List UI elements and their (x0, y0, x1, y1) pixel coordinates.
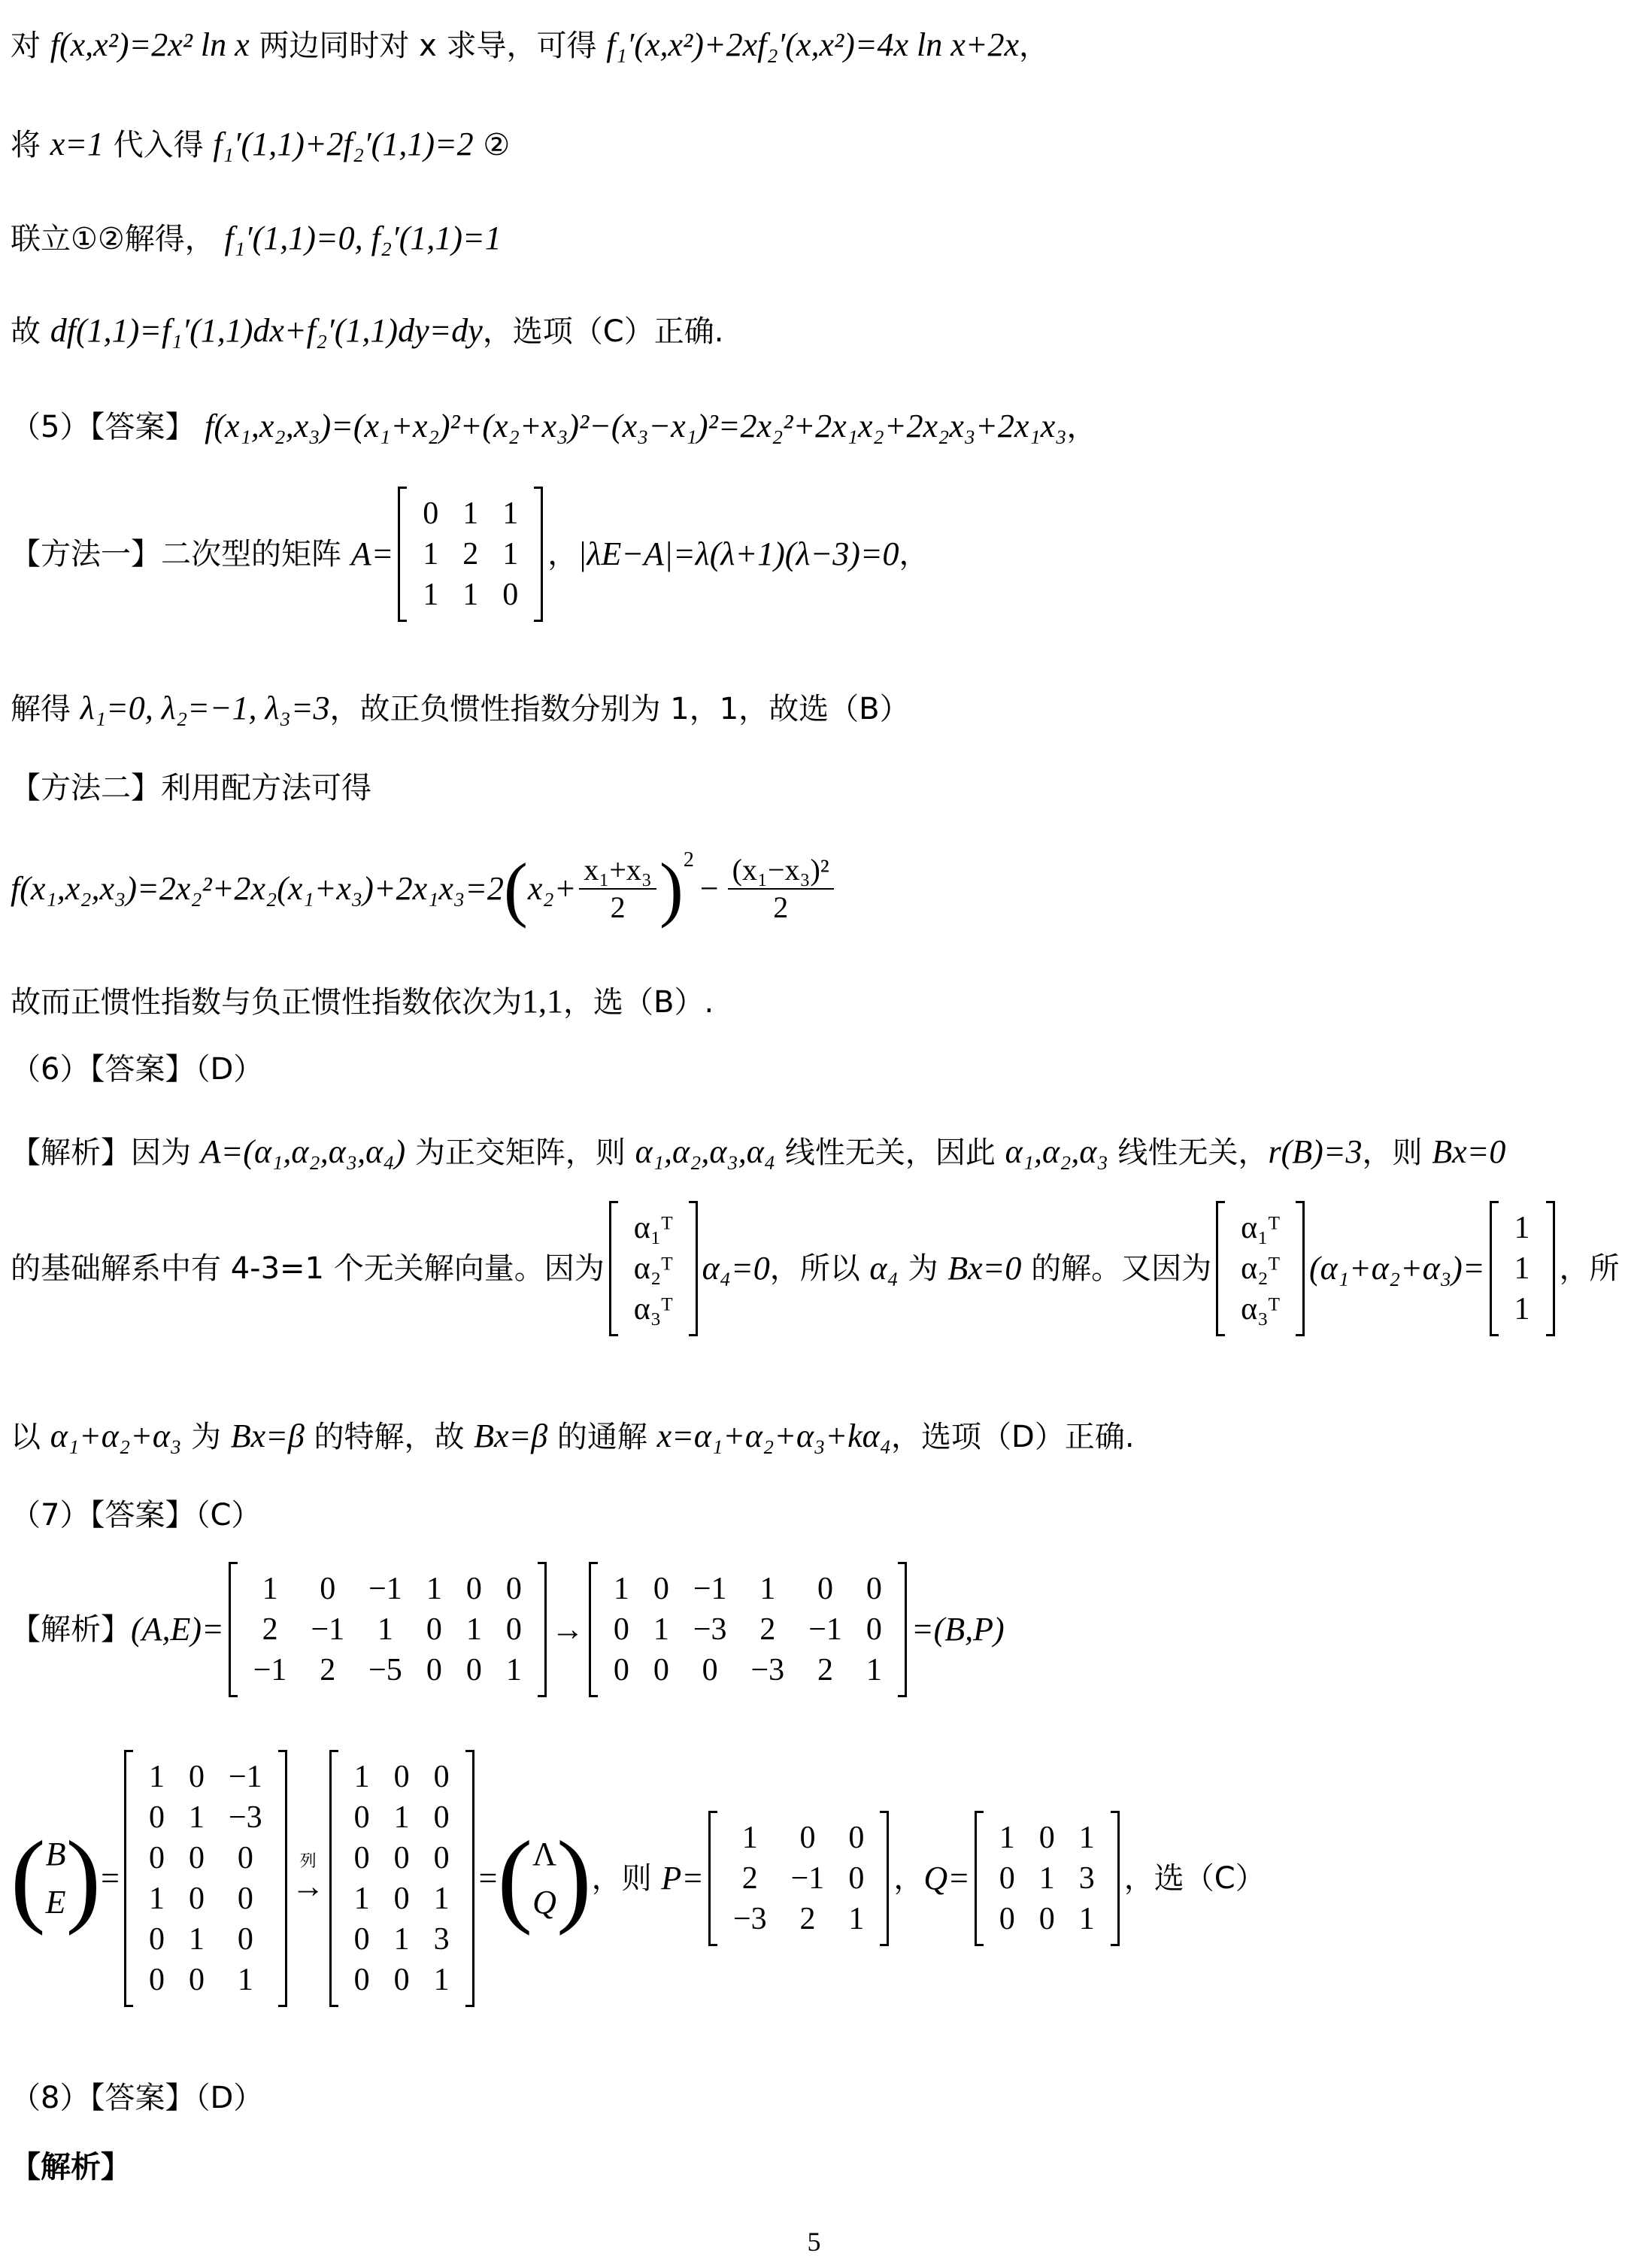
line-4 (11, 314, 723, 347)
exponent: 2 (683, 848, 694, 872)
text: ，则 (591, 1861, 662, 1896)
line-19 (11, 2150, 131, 2185)
matrix-cell: −1 (790, 1861, 825, 1896)
matrix-cell: 0 (465, 1653, 482, 1687)
formula: = (478, 1860, 498, 1897)
matrix-cell: α₂ᵀ (1241, 1251, 1280, 1286)
matrix-cell: 0 (188, 1881, 205, 1916)
matrix-cell: 0 (848, 1861, 865, 1896)
matrix-cell: 1 (462, 578, 479, 612)
line-8 (11, 773, 371, 803)
text: ，所以 (769, 1251, 870, 1286)
matrix-cell: 0 (866, 1612, 882, 1647)
matrix-cell: −3 (228, 1800, 262, 1835)
formula: r(B)=3 (1268, 1133, 1363, 1170)
matrix-cell: 2 (741, 1861, 758, 1896)
line-2 (11, 128, 510, 161)
line-14 (11, 1420, 1135, 1453)
text: 的通解 (547, 1420, 657, 1454)
matrix-q (975, 1813, 1120, 1944)
text: 联立①②解得， (11, 222, 225, 256)
matrix-cell: 0 (848, 1821, 865, 1855)
fraction-1 (579, 855, 656, 923)
line-11 (11, 1052, 264, 1087)
arrow: → (291, 1868, 325, 1905)
text: ， (893, 1861, 924, 1896)
formula: λ₁=0, λ₂=−1, λ₃=3 (80, 690, 330, 726)
matrix-cell: 1 (1514, 1211, 1530, 1245)
text: 【方法一】二次型的矩阵 (11, 537, 351, 572)
alpha-transpose-matrix (1216, 1203, 1305, 1334)
line-13 (11, 1203, 1620, 1334)
matrix-cell: 1 (423, 537, 439, 572)
matrix-cell: 3 (1078, 1861, 1095, 1896)
matrix-cell: 2 (759, 1612, 776, 1647)
matrix-cell: 0 (613, 1612, 629, 1647)
formula: x₂+ (527, 870, 577, 907)
formula: (A,E)= (131, 1611, 224, 1648)
matrix-cell: 0 (505, 1612, 522, 1647)
text: （6）【答案】（D） (11, 1052, 264, 1087)
text: ，选（B）. (563, 985, 714, 1020)
matrix-cell: α₃ᵀ (1241, 1292, 1280, 1327)
formula: α₁+α₂+α₃ (50, 1418, 182, 1454)
numerator: x₁+x₃ (579, 855, 656, 890)
text: 的解。又因为 (1021, 1251, 1212, 1286)
paren-right: ) (65, 1820, 102, 1936)
text: （8）【答案】（D） (11, 2081, 264, 2115)
column-arrow (292, 1854, 325, 1903)
text: ，选（C） (1123, 1861, 1266, 1896)
matrix-p (708, 1813, 889, 1944)
matrix-cell: −1 (808, 1612, 842, 1647)
matrix-cell: 0 (433, 1800, 450, 1835)
ones-vector (1490, 1203, 1555, 1334)
matrix-cell: 0 (148, 1800, 165, 1835)
text: ， (1019, 29, 1050, 63)
matrix-cell: 2 (462, 537, 479, 572)
line-7 (11, 692, 910, 725)
text: ， (547, 537, 578, 572)
text: 【方法二】利用配方法可得 (11, 771, 371, 805)
matrix-cell: 0 (426, 1612, 442, 1647)
text: 故 (11, 314, 50, 349)
formula: Bx=0 (1432, 1133, 1506, 1170)
matrix-cell: 2 (799, 1902, 816, 1936)
text: ，所 (1559, 1251, 1620, 1286)
matrix-cell: −3 (732, 1902, 767, 1936)
line-15 (11, 1498, 262, 1533)
formula: Bx=0 (947, 1250, 1022, 1287)
line-17 (11, 1752, 1266, 2005)
text: 两边同时对 x 求导，可得 (249, 29, 607, 63)
matrix-cell: 0 (999, 1861, 1015, 1896)
text: 对 (11, 29, 50, 63)
matrix-cell: 1 (262, 1572, 278, 1606)
text: 解得 (11, 692, 80, 726)
text: 的特解，故 (304, 1420, 474, 1454)
matrix-cell: 2 (262, 1612, 278, 1647)
matrix-cell: 1 (1514, 1251, 1530, 1286)
matrix-cell: 1 (353, 1760, 370, 1794)
column-reduced-matrix (329, 1752, 474, 2005)
matrix-cell: −1 (228, 1760, 262, 1794)
line-10 (11, 985, 714, 1018)
matrix-cell: −3 (750, 1653, 785, 1687)
formula: E (45, 1884, 66, 1921)
matrix-cell: 3 (433, 1922, 450, 1957)
formula: α₄ (869, 1250, 899, 1287)
formula: Bx=β (230, 1418, 305, 1454)
paren-left: ( (497, 1820, 533, 1936)
matrix-cell: 0 (353, 1963, 370, 1997)
matrix-cell: 0 (237, 1881, 253, 1916)
formula: (α₁+α₂+α₃)= (1308, 1250, 1485, 1287)
matrix-cell: α₁ᵀ (633, 1211, 673, 1245)
matrix-cell: −3 (693, 1612, 727, 1647)
formula: f(x,x²)=2x² ln x (50, 26, 250, 63)
matrix-cell: 0 (393, 1881, 410, 1916)
matrix-cell: 1 (653, 1612, 669, 1647)
paren-right: ) (659, 848, 684, 929)
matrix-cell: 0 (1038, 1902, 1055, 1936)
matrix-cell: 1 (393, 1922, 410, 1957)
matrix-cell: 1 (465, 1612, 482, 1647)
line-6 (11, 489, 929, 620)
matrix-cell: 0 (393, 1760, 410, 1794)
stacked-matrix (124, 1752, 287, 2005)
stack-be (46, 1838, 66, 1919)
text: （7）【答案】（C） (11, 1498, 262, 1533)
matrix-cell: 0 (393, 1841, 410, 1875)
formula: x=1 (50, 126, 104, 162)
formula: x=α₁+α₂+α₃+kα₄ (656, 1418, 892, 1454)
formula: α₁,α₂,α₃,α₄ (635, 1133, 776, 1170)
arrow: → (550, 1611, 584, 1648)
matrix-cell: 1 (999, 1821, 1015, 1855)
formula: f(x₁,x₂,x₃)=2x₂²+2x₂(x₁+x₃)+2x₁x₃=2 (11, 870, 504, 907)
matrix-cell: 2 (817, 1653, 834, 1687)
matrix-cell: 1 (848, 1902, 865, 1936)
text: ② (473, 128, 511, 162)
matrix-cell: 1 (423, 578, 439, 612)
matrix-cell: 1 (426, 1572, 442, 1606)
alpha-transpose-matrix (609, 1203, 698, 1334)
text: ，选项（C）正确. (482, 314, 724, 349)
matrix-cell: 1 (502, 496, 519, 531)
matrix-cell: α₁ᵀ (1241, 1211, 1280, 1245)
matrix-cell: α₂ᵀ (633, 1251, 673, 1286)
text: 为 (181, 1420, 231, 1454)
paren-left: ( (11, 1820, 46, 1936)
matrix-cell: 0 (237, 1922, 253, 1957)
text: 为 (898, 1251, 948, 1286)
matrix-cell: 0 (817, 1572, 834, 1606)
matrix-cell: 0 (148, 1922, 165, 1957)
line-12 (11, 1133, 1506, 1170)
reduced-matrix (589, 1564, 907, 1695)
formula: Bx=β (474, 1418, 548, 1454)
text: 代入得 (103, 128, 214, 162)
matrix-cell: 1 (433, 1881, 450, 1916)
matrix-cell: 0 (353, 1800, 370, 1835)
matrix-cell: 0 (148, 1963, 165, 1997)
formula: Λ (532, 1836, 557, 1872)
matrix-cell: −1 (368, 1572, 402, 1606)
matrix-cell: 0 (433, 1760, 450, 1794)
matrix-cell: 1 (741, 1821, 758, 1855)
matrix-cell: 1 (433, 1963, 450, 1997)
matrix-cell: 1 (502, 537, 519, 572)
matrix-cell: 1 (353, 1881, 370, 1916)
matrix-cell: α₃ᵀ (633, 1292, 673, 1327)
formula: α₁,α₂,α₃ (1005, 1133, 1108, 1170)
matrix-cell: 0 (505, 1572, 522, 1606)
text: 列 (299, 1852, 317, 1871)
matrix-cell: 1 (613, 1572, 629, 1606)
matrix-cell: 0 (799, 1821, 816, 1855)
text: 的基础解系中有 4-3=1 个无关解向量。因为 (11, 1251, 605, 1286)
matrix-cell: 0 (866, 1572, 882, 1606)
matrix-cell: 0 (148, 1841, 165, 1875)
matrix-cell: 1 (188, 1800, 205, 1835)
formula: 1,1 (522, 983, 563, 1020)
matrix-cell: 0 (702, 1653, 718, 1687)
matrix-cell: 1 (1514, 1292, 1530, 1327)
text: ， (899, 537, 929, 572)
matrix-cell: 0 (188, 1760, 205, 1794)
matrix-cell: 0 (433, 1841, 450, 1875)
matrix-cell: 0 (613, 1653, 629, 1687)
matrix-cell: 0 (999, 1902, 1015, 1936)
augmented-matrix (229, 1564, 547, 1695)
line-5 (11, 410, 1097, 443)
matrix-cell: 1 (1078, 1902, 1095, 1936)
formula: Q= (923, 1860, 970, 1897)
line-1 (11, 26, 1050, 63)
formula: =(B,P) (911, 1611, 1005, 1648)
matrix-cell: 1 (505, 1653, 522, 1687)
formula: f(x₁,x₂,x₃)=(x₁+x₂)²+(x₂+x₃)²−(x₃−x₁)²=2x₂²+2x₁x₂+2x₂x₃+2x₁x₃ (205, 408, 1067, 444)
matrix-cell: −1 (693, 1572, 727, 1606)
text: 【解析】 (11, 2150, 131, 2185)
matrix-a (398, 489, 543, 620)
formula: A= (350, 535, 394, 572)
denominator: 2 (610, 890, 626, 924)
matrix-cell: 2 (320, 1653, 336, 1687)
formula: f₁′(x,x²)+2xf₂′(x,x²)=4x ln x+2x (606, 26, 1020, 63)
formula: A=(α₁,α₂,α₃,α₄) (200, 1133, 406, 1170)
matrix-cell: 1 (1038, 1861, 1055, 1896)
text: （5）【答案】 (11, 410, 205, 444)
text: 为正交矩阵，则 (405, 1136, 635, 1170)
matrix-cell: 1 (866, 1653, 882, 1687)
formula: f₁′(1,1)+2f₂′(1,1)=2 (213, 126, 474, 162)
formula: α₄=0 (702, 1250, 770, 1287)
matrix-cell: 0 (653, 1572, 669, 1606)
text: ，则 (1362, 1136, 1432, 1170)
matrix-cell: 0 (502, 578, 519, 612)
matrix-cell: 0 (353, 1922, 370, 1957)
matrix-cell: 0 (1038, 1821, 1055, 1855)
matrix-cell: 1 (377, 1612, 393, 1647)
denominator: 2 (773, 890, 789, 924)
matrix-cell: −5 (368, 1653, 402, 1687)
matrix-cell: 0 (653, 1653, 669, 1687)
formula: − (699, 870, 719, 907)
paren-right: ) (556, 1820, 592, 1936)
matrix-cell: 1 (393, 1800, 410, 1835)
text: 【解析】因为 (11, 1136, 201, 1170)
matrix-cell: 1 (188, 1922, 205, 1957)
formula: |λE−A|=λ(λ+1)(λ−3)=0 (578, 535, 899, 572)
text: 【解析】 (11, 1612, 131, 1647)
formula: df(1,1)=f₁′(1,1)dx+f₂′(1,1)dy=dy (50, 312, 483, 349)
fraction-2 (728, 855, 834, 923)
formula: B (45, 1836, 66, 1872)
matrix-cell: 1 (1078, 1821, 1095, 1855)
formula: Q (532, 1884, 556, 1921)
text: ， (1066, 410, 1097, 444)
text: 线性无关，因此 (775, 1136, 1005, 1170)
matrix-cell: 0 (423, 496, 439, 531)
page-number: 5 (807, 2227, 821, 2257)
matrix-cell: −1 (253, 1653, 287, 1687)
matrix-cell: 1 (148, 1881, 165, 1916)
matrix-cell: 1 (759, 1572, 776, 1606)
matrix-cell: 0 (188, 1963, 205, 1997)
matrix-cell: 0 (188, 1841, 205, 1875)
formula: P= (661, 1860, 704, 1897)
matrix-cell: 1 (462, 496, 479, 531)
text: 将 (11, 128, 50, 162)
line-9 (11, 848, 837, 929)
matrix-cell: 0 (393, 1963, 410, 1997)
text: 以 (11, 1420, 50, 1454)
matrix-cell: 1 (237, 1963, 253, 1997)
matrix-cell: 0 (237, 1841, 253, 1875)
formula: = (101, 1860, 120, 1897)
text: 故而正惯性指数与负正惯性指数依次为 (11, 985, 522, 1020)
matrix-cell: 0 (320, 1572, 336, 1606)
stack-lq (532, 1838, 556, 1919)
text: ，故正负惯性指数分别为 1，1，故选（B） (329, 692, 910, 726)
matrix-cell: −1 (311, 1612, 345, 1647)
text: 线性无关， (1108, 1136, 1269, 1170)
text: ，选项（D）正确. (891, 1420, 1135, 1454)
paren-left: ( (503, 848, 528, 929)
matrix-cell: 0 (426, 1653, 442, 1687)
line-18 (11, 2083, 263, 2113)
matrix-cell: 1 (148, 1760, 165, 1794)
matrix-cell: 0 (465, 1572, 482, 1606)
matrix-cell: 0 (353, 1841, 370, 1875)
line-3 (11, 222, 502, 255)
formula: f₁′(1,1)=0, f₂′(1,1)=1 (224, 220, 502, 256)
numerator: (x₁−x₃)² (728, 855, 834, 890)
line-16 (11, 1564, 1005, 1695)
